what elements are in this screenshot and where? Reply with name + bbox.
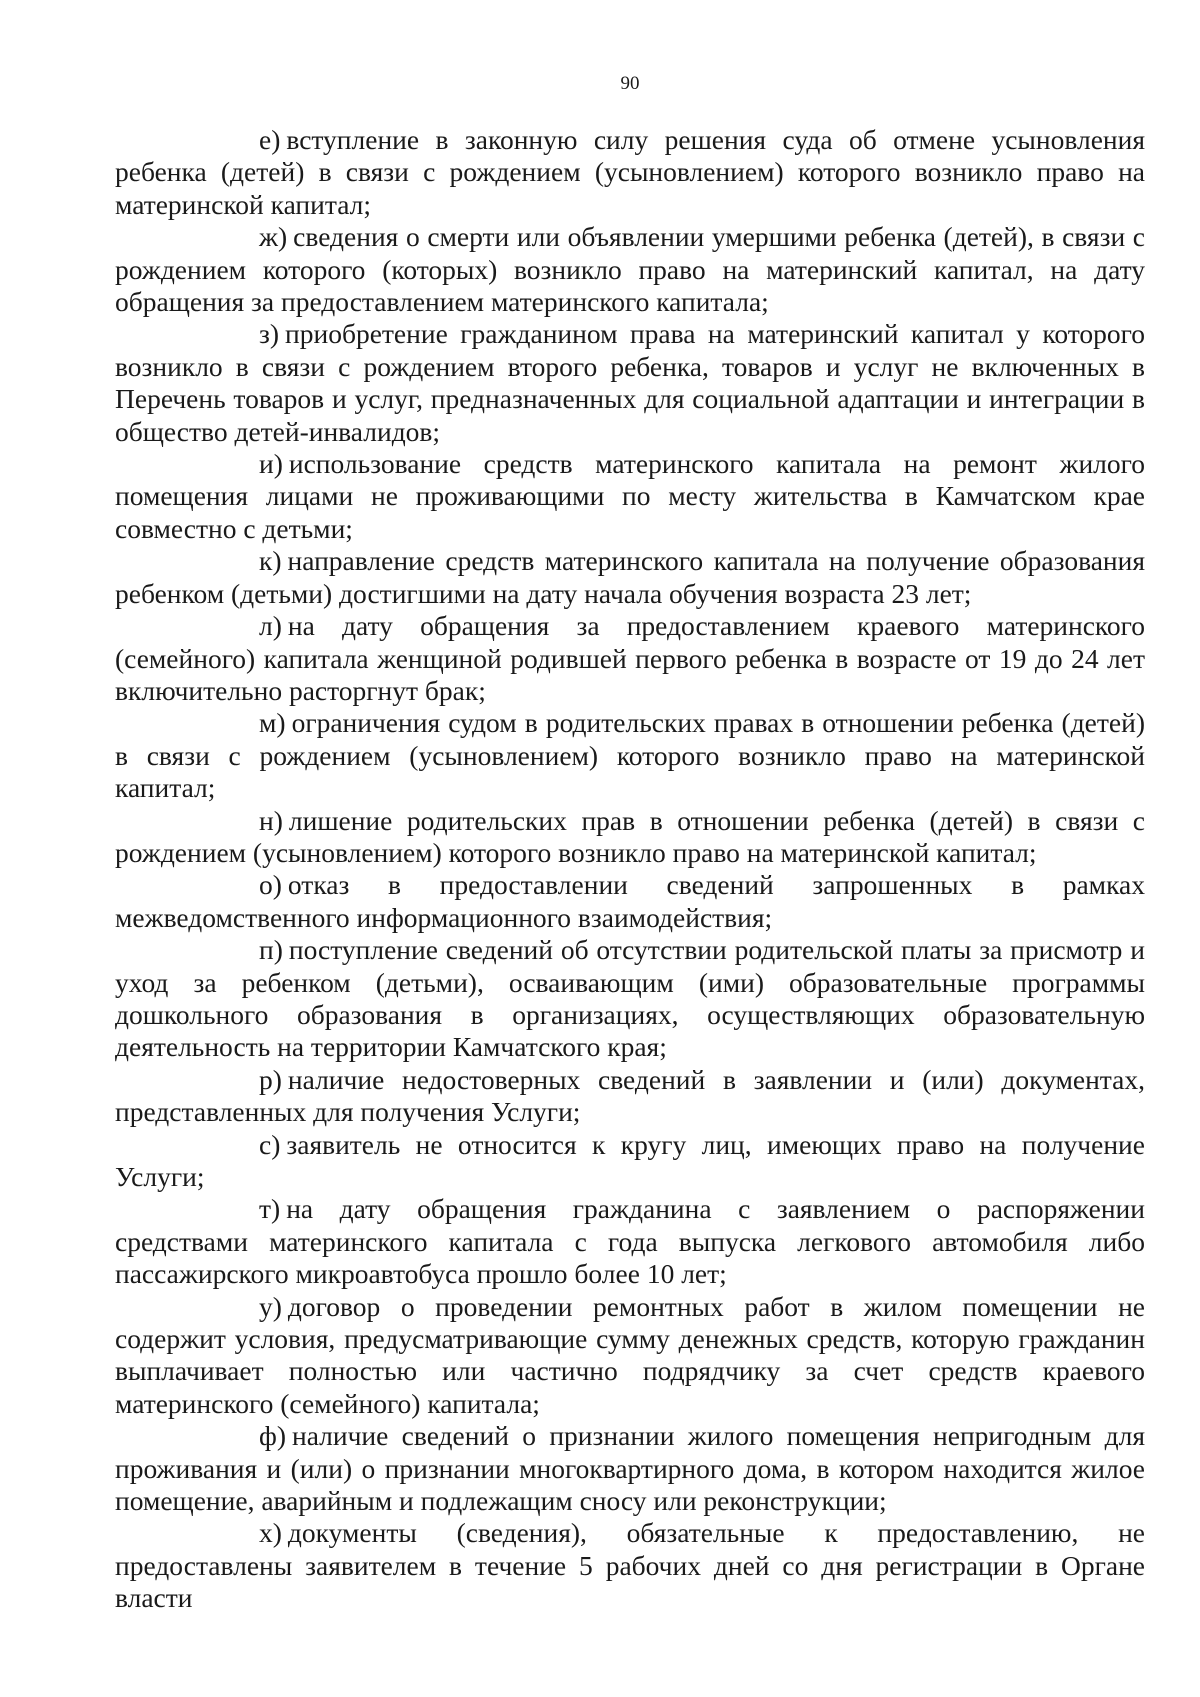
item-marker: с) <box>259 1128 281 1160</box>
item-text: сведения о смерти или объявлении умершими ребенка (детей), в связи с рождением которого (которых) возникло право на материнский капитал, на дату обращения за предоставлением материнского капитала; <box>115 221 1145 318</box>
item-text: приобретение гражданином права на материнский капитал у которого возникло в связи с рождением второго ребенка, товаров и услуг не включенных в Перечень товаров и услуг, предназначенных для социальной адаптации и интеграции в общество детей-инвалидов; <box>115 318 1145 447</box>
list-item-r <box>115 1064 1145 1129</box>
item-text: ограничения судом в родительских правах в отношении ребенка (детей) в связи с рождением (усыновлением) которого возникло право на материнской капитал; <box>115 707 1145 804</box>
list-item-kh <box>115 1517 1145 1614</box>
document-body <box>115 124 1145 1615</box>
list-item-o <box>115 869 1145 934</box>
list-item-z <box>115 318 1145 448</box>
list-item-i <box>115 448 1145 545</box>
item-marker: у) <box>259 1290 282 1322</box>
list-item-u <box>115 1291 1145 1421</box>
list-item-n <box>115 805 1145 870</box>
item-marker: з) <box>259 318 280 350</box>
page-number: 90 <box>620 73 640 94</box>
item-marker: е) <box>259 124 281 155</box>
item-marker: л) <box>259 610 282 642</box>
item-text: наличие недостоверных сведений в заявлении и (или) документах, представленных для получения Услуги; <box>115 1063 1145 1128</box>
list-item-zh <box>115 221 1145 318</box>
item-marker: п) <box>259 934 283 966</box>
item-text: на дату обращения гражданина с заявлением о распоряжении средствами материнского капитала с года выпуска легкового автомобиля либо пассажирского микроавтобуса прошло более 10 лет; <box>115 1193 1145 1290</box>
item-marker: о) <box>259 869 282 901</box>
item-text: направление средств материнского капитала на получение образования ребенком (детьми) достигшими на дату начала обучения возраста 23 лет; <box>115 545 1145 609</box>
list-item-l <box>115 610 1145 707</box>
item-marker: т) <box>259 1193 281 1225</box>
item-marker: р) <box>259 1063 282 1095</box>
item-text: использование средств материнского капитала на ремонт жилого помещения лицами не проживающими по месту жительства в Камчатском крае совместно с детьми; <box>115 448 1145 544</box>
list-item-f <box>115 1420 1145 1517</box>
item-text: наличие сведений о признании жилого помещения непригодным для проживания и (или) о признании многоквартирного дома, в котором находится жилое помещение, аварийным и подлежащим сносу или реконструкции; <box>115 1420 1145 1517</box>
item-text: документы (сведения), обязательные к предоставлению, не предоставлены заявителем в течение 5 рабочих дней со дня регистрации в Органе власти <box>115 1517 1145 1614</box>
list-item-m <box>115 707 1145 804</box>
list-item-t <box>115 1193 1145 1290</box>
list-item-p <box>115 934 1145 1064</box>
item-text: на дату обращения за предоставлением краевого материнского (семейного) капитала женщиной родившей первого ребенка в возрасте от 19 до 24 лет включительно расторгнут брак; <box>115 610 1145 706</box>
item-text: договор о проведении ремонтных работ в жилом помещении не содержит условия, предусматривающие сумму денежных средств, которую гражданин выплачивает полностью или частично подрядчику за счет средств краевого материнского (семейного) капитала; <box>115 1290 1145 1419</box>
item-marker: и) <box>259 448 283 480</box>
list-item-s <box>115 1129 1145 1194</box>
list-item-e <box>115 124 1145 221</box>
item-text: поступление сведений об отсутствии родительской платы за присмотр и уход за ребенком (детьми), осваивающим (ими) образовательные программы дошкольного образования в организациях, осуществляющих образовательную деятельность на территории Камчатского края; <box>115 934 1145 1063</box>
item-marker: ф) <box>259 1420 286 1452</box>
item-text: вступление в законную силу решения суда об отмене усыновления ребенка (детей) в связи с рождением (усыновлением) которого возникло право на материнской капитал; <box>115 124 1145 220</box>
item-marker: к) <box>259 545 282 577</box>
item-marker: н) <box>259 804 283 836</box>
item-text: заявитель не относится к кругу лиц, имеющих право на получение Услуги; <box>115 1128 1145 1192</box>
item-marker: х) <box>259 1517 282 1549</box>
item-marker: ж) <box>259 221 288 253</box>
item-marker: м) <box>259 707 286 739</box>
list-item-k <box>115 545 1145 610</box>
item-text: лишение родительских прав в отношении ребенка (детей) в связи с рождением (усыновлением) которого возникло право на материнской капитал; <box>115 804 1145 868</box>
item-text: отказ в предоставлении сведений запрошенных в рамках межведомственного информационного взаимодействия; <box>115 869 1145 933</box>
